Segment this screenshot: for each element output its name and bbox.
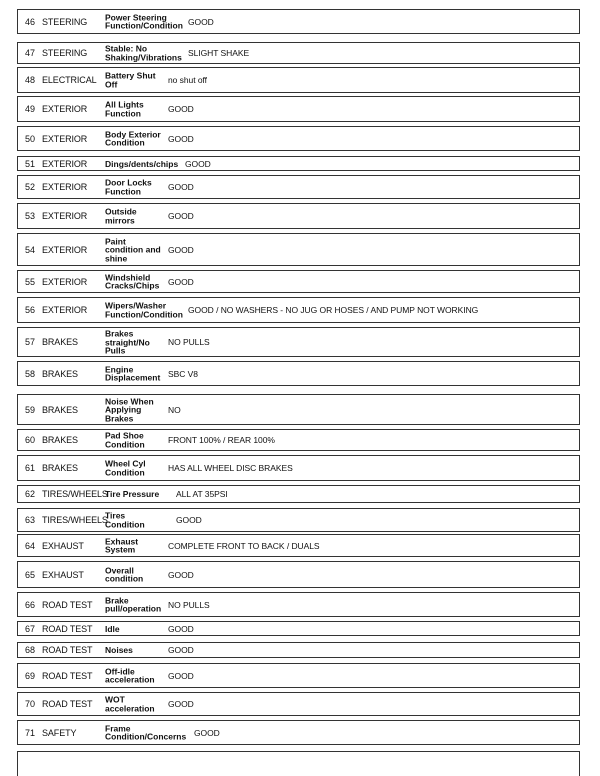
row-item-line: acceleration	[105, 674, 155, 685]
row-value: GOOD	[188, 16, 214, 27]
row-number: 61	[25, 463, 36, 473]
table-row	[17, 692, 580, 716]
row-value: GOOD	[168, 244, 194, 255]
row-category: TIRES/WHEELS	[42, 515, 108, 525]
row-item-line: Stable: No	[105, 43, 148, 54]
table-row	[17, 297, 580, 323]
row-value: GOOD	[168, 569, 194, 580]
row-category: TIRES/WHEELS	[42, 489, 108, 499]
row-item	[105, 72, 156, 89]
row-category: BRAKES	[42, 435, 78, 445]
table-row	[17, 9, 580, 34]
row-category: EXTERIOR	[42, 133, 88, 144]
table-row	[17, 485, 580, 503]
row-value: GOOD	[168, 133, 194, 144]
row-item	[105, 696, 155, 713]
row-item	[105, 432, 145, 449]
table-row	[17, 642, 580, 658]
row-number: 69	[25, 670, 36, 681]
row-item	[105, 179, 152, 196]
row-item-line: Overall	[105, 565, 134, 575]
row-number: 47	[25, 48, 36, 58]
row-item-line: mirrors	[105, 215, 135, 225]
row-category: ELECTRICAL	[42, 75, 97, 85]
row-value: GOOD	[168, 211, 194, 221]
table-row	[17, 233, 580, 266]
row-item	[105, 13, 183, 30]
table-row	[17, 67, 580, 93]
row-item-line: Engine	[105, 364, 134, 374]
row-item-line: Paint	[105, 235, 126, 246]
row-value: GOOD	[168, 670, 194, 681]
row-number: 62	[25, 489, 36, 499]
row-item	[105, 329, 150, 355]
row-number: 66	[25, 599, 36, 610]
row-item	[105, 512, 145, 529]
table-row	[17, 508, 580, 532]
row-item	[105, 537, 138, 554]
row-number: 64	[25, 540, 36, 551]
row-category: EXHAUST	[42, 569, 84, 580]
row-item-line: Function/Condition	[105, 309, 183, 319]
row-item-line: Off	[105, 79, 118, 89]
row-number: 65	[25, 569, 36, 580]
row-category: ROAD TEST	[42, 670, 93, 681]
table-row	[17, 96, 580, 122]
row-category: EXTERIOR	[42, 104, 88, 114]
row-item-line: Condition/Concerns	[105, 731, 187, 742]
row-item-line: Body Exterior	[105, 129, 161, 139]
row-item-line: Condition	[105, 439, 145, 449]
row-item-line: Idle	[105, 623, 120, 634]
row-item-line: Condition	[105, 519, 145, 529]
row-value: NO PULLS	[168, 599, 210, 610]
row-item-line: Door Locks	[105, 177, 152, 188]
row-category: EXTERIOR	[42, 305, 88, 315]
row-item-line: Tires	[105, 510, 126, 521]
row-number: 71	[25, 727, 36, 738]
row-item-line: Condition	[105, 137, 145, 148]
row-value: ALL AT 35PSI	[176, 489, 228, 499]
table-row	[17, 203, 580, 229]
row-item	[105, 490, 159, 499]
row-number: 63	[25, 515, 36, 525]
table-row	[17, 429, 580, 451]
row-value: GOOD	[168, 699, 194, 709]
row-value: GOOD	[168, 182, 194, 192]
table-row	[17, 42, 580, 64]
row-category: BRAKES	[42, 368, 78, 379]
row-category: STEERING	[42, 16, 88, 27]
row-item-line: Exhaust	[105, 536, 139, 546]
row-item-line: Wheel Cyl	[105, 458, 146, 469]
row-item	[105, 302, 183, 319]
row-value: GOOD	[176, 515, 202, 525]
row-number: 48	[25, 75, 36, 85]
row-value: SLIGHT SHAKE	[188, 48, 250, 58]
row-category: ROAD TEST	[42, 599, 93, 610]
row-number: 57	[25, 337, 36, 347]
row-category: BRAKES	[42, 404, 78, 415]
row-number: 49	[25, 104, 36, 114]
row-value: SBC V8	[168, 368, 198, 379]
table-row	[17, 455, 580, 481]
row-item	[105, 596, 161, 613]
row-number: 58	[25, 368, 36, 379]
row-item	[105, 365, 160, 382]
row-category: EXTERIOR	[42, 276, 88, 287]
row-item-line: Shaking/Vibrations	[105, 52, 182, 62]
row-item-line: acceleration	[105, 703, 155, 713]
row-item-line: condition	[105, 573, 144, 584]
row-item-line: Wipers/Washer	[105, 300, 167, 311]
table-row	[17, 270, 580, 293]
row-item-line: Function	[105, 108, 141, 118]
row-item-line: Outside	[105, 206, 137, 217]
row-item	[105, 646, 133, 655]
row-category: SAFETY	[42, 727, 77, 738]
row-value: FRONT 100% / REAR 100%	[168, 435, 275, 445]
row-item-line: Condition	[105, 467, 145, 477]
row-number: 59	[25, 404, 36, 415]
row-value: GOOD	[194, 727, 220, 738]
row-number: 56	[25, 305, 36, 315]
row-number: 51	[25, 158, 36, 169]
row-category: BRAKES	[42, 463, 78, 473]
row-item	[105, 624, 120, 633]
row-item-line: Function/Condition	[105, 20, 183, 31]
row-item	[105, 101, 144, 118]
row-number: 60	[25, 435, 36, 445]
table-row	[17, 327, 580, 357]
row-item-line: All Lights	[105, 99, 144, 110]
row-item-line: Noise When	[105, 395, 154, 406]
row-category: BRAKES	[42, 337, 78, 347]
row-item	[105, 208, 137, 225]
row-number: 55	[25, 276, 36, 287]
row-number: 52	[25, 182, 36, 192]
row-value: COMPLETE FRONT TO BACK / DUALS	[168, 540, 320, 551]
row-value: GOOD	[168, 276, 194, 287]
table-row	[17, 534, 580, 557]
row-category: EXTERIOR	[42, 244, 88, 255]
table-row	[17, 621, 580, 636]
row-item-line: Displacement	[105, 372, 161, 383]
row-category: EXTERIOR	[42, 211, 88, 221]
row-category: ROAD TEST	[42, 699, 93, 709]
row-item	[105, 667, 155, 684]
row-value: NO PULLS	[168, 337, 210, 347]
row-category: STEERING	[42, 48, 88, 58]
row-item-line: Tire Pressure	[105, 488, 160, 499]
row-item	[105, 237, 161, 263]
row-value: GOOD	[168, 623, 194, 634]
row-number: 70	[25, 699, 36, 709]
row-category: EXTERIOR	[42, 158, 88, 169]
row-value: GOOD / NO WASHERS - NO JUG OR HOSES / AND PUMP NOT WORKING	[188, 305, 479, 315]
row-number: 67	[25, 623, 36, 634]
row-item-line: Windshield	[105, 272, 151, 282]
row-item-line: Brakes	[105, 412, 134, 423]
row-item-line: Pad Shoe	[105, 430, 144, 441]
row-value: HAS ALL WHEEL DISC BRAKES	[168, 463, 293, 473]
row-item-line: WOT	[105, 694, 125, 705]
table-row	[17, 663, 580, 688]
row-item-line: straight/No	[105, 336, 150, 347]
table-row	[17, 126, 580, 151]
row-item-line: Frame	[105, 723, 131, 733]
row-number: 68	[25, 645, 36, 655]
row-item-line: shine	[105, 252, 128, 263]
row-item-line: Dings/dents/chips	[105, 158, 179, 169]
row-item-line: Brakes	[105, 328, 134, 339]
table-row	[17, 394, 580, 425]
table-continuation-row	[17, 751, 580, 776]
row-item	[105, 566, 143, 583]
row-item-line: Function	[105, 186, 141, 196]
table-row	[17, 361, 580, 386]
table-row	[17, 720, 580, 745]
row-item	[105, 273, 159, 290]
row-category: ROAD TEST	[42, 623, 93, 634]
row-item	[105, 724, 186, 741]
row-item	[105, 397, 154, 423]
row-number: 53	[25, 211, 36, 221]
row-item-line: Pulls	[105, 345, 126, 356]
row-category: EXTERIOR	[42, 182, 88, 192]
row-category: EXHAUST	[42, 540, 84, 551]
row-category: ROAD TEST	[42, 645, 93, 655]
row-value: GOOD	[185, 158, 211, 169]
row-item-line: Off-idle	[105, 666, 135, 676]
table-row	[17, 561, 580, 588]
row-value: NO	[168, 404, 181, 415]
row-item-line: Cracks/Chips	[105, 280, 160, 291]
row-item	[105, 130, 161, 147]
row-item	[105, 45, 182, 62]
row-item	[105, 460, 146, 477]
row-item-line: Brake	[105, 595, 129, 605]
row-item	[105, 159, 178, 168]
row-value: no shut off	[168, 75, 207, 85]
row-item-line: System	[105, 544, 136, 555]
table-row	[17, 175, 580, 199]
row-number: 54	[25, 244, 36, 255]
row-item-line: Noises	[105, 644, 133, 655]
row-number: 46	[25, 16, 36, 27]
table-row	[17, 592, 580, 617]
row-number: 50	[25, 133, 36, 144]
row-value: GOOD	[168, 104, 194, 114]
row-item-line: Power Steering	[105, 12, 167, 22]
row-item-line: Battery Shut	[105, 70, 156, 81]
row-item-line: Applying	[105, 404, 142, 415]
row-item-line: condition and	[105, 244, 161, 255]
row-item-line: pull/operation	[105, 603, 162, 614]
table-row	[17, 156, 580, 171]
row-value: GOOD	[168, 645, 194, 655]
